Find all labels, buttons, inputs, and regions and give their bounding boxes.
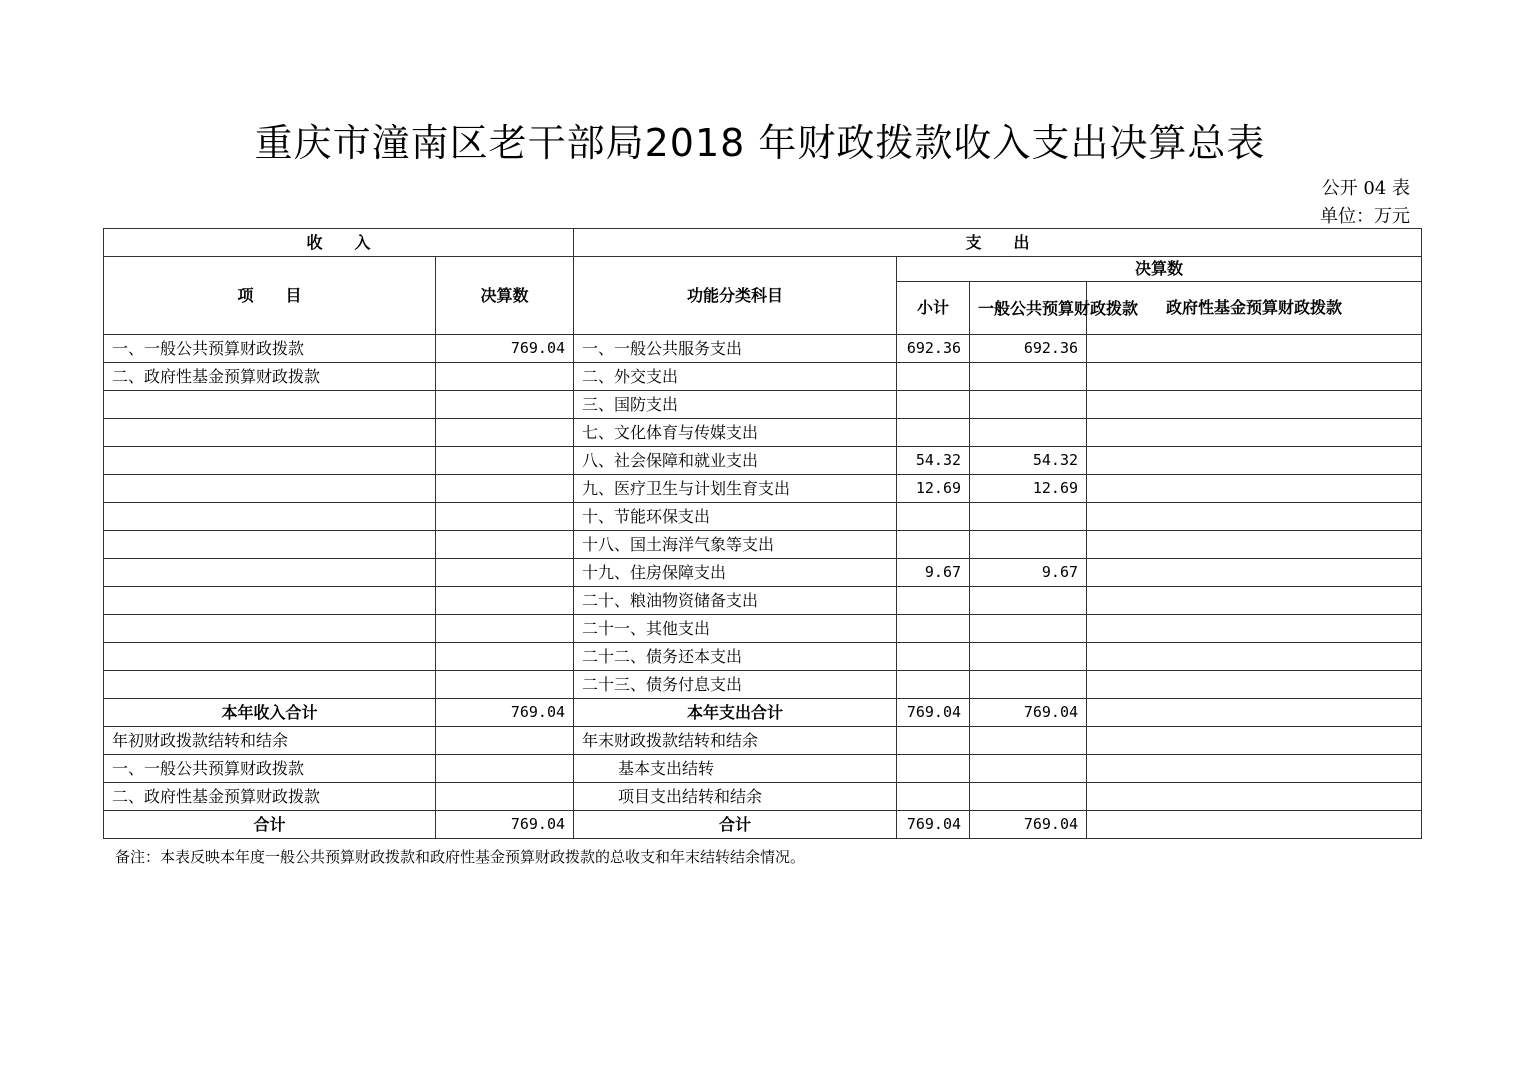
expense-item-cell: 二十二、债务还本支出 [574, 643, 897, 671]
table-row [104, 615, 1422, 643]
expense-item-cell: 一、一般公共服务支出 [574, 335, 897, 363]
income-amount-cell [436, 363, 574, 391]
gov-fund-cell [1087, 503, 1422, 531]
income-item-cell [104, 419, 436, 447]
gov-fund-cell [1087, 391, 1422, 419]
expense-item-cell: 项目支出结转和结余 [574, 783, 897, 811]
subtotal-cell: 54.32 [897, 447, 970, 475]
gov-fund-cell [1087, 783, 1422, 811]
general-budget-cell [970, 783, 1087, 811]
general-budget-cell [970, 587, 1087, 615]
gov-fund-cell [1087, 363, 1422, 391]
gov-fund-cell [1087, 671, 1422, 699]
gov-fund-total [1087, 699, 1422, 727]
general-budget-cell [970, 531, 1087, 559]
income-item-cell [104, 587, 436, 615]
expense-item-cell: 十八、国土海洋气象等支出 [574, 531, 897, 559]
subtotal-cell: 12.69 [897, 475, 970, 503]
table-row [104, 447, 1422, 475]
subtotal-cell: 692.36 [897, 335, 970, 363]
expense-item-cell: 十九、住房保障支出 [574, 559, 897, 587]
general-budget-cell [970, 503, 1087, 531]
footnote: 备注：本表反映本年度一般公共预算财政拨款和政府性基金预算财政拨款的总收支和年末结转结余情况。 [115, 848, 806, 866]
header-row-2 [104, 257, 1422, 282]
income-item-cell [104, 671, 436, 699]
table-row [104, 391, 1422, 419]
subtotal-cell [897, 783, 970, 811]
general-budget-cell [970, 643, 1087, 671]
carry-over-row [104, 727, 1422, 755]
expense-header: 支 出 [574, 229, 1422, 257]
subtotal-total: 769.04 [897, 699, 970, 727]
gov-fund-cell [1087, 727, 1422, 755]
general-budget-cell [970, 615, 1087, 643]
final-amount-header: 决算数 [436, 257, 574, 335]
general-budget-cell: 9.67 [970, 559, 1087, 587]
table-row [104, 419, 1422, 447]
carry-over-row [104, 783, 1422, 811]
income-amount-cell [436, 559, 574, 587]
carry-over-row [104, 755, 1422, 783]
income-total-amount: 769.04 [436, 811, 574, 839]
header-row-1 [104, 229, 1422, 257]
gov-fund-cell [1087, 419, 1422, 447]
year-total-row [104, 699, 1422, 727]
expense-item-cell: 二十一、其他支出 [574, 615, 897, 643]
subtotal-cell: 9.67 [897, 559, 970, 587]
income-item-cell: 一、一般公共预算财政拨款 [104, 335, 436, 363]
income-item-cell [104, 531, 436, 559]
subtotal-cell [897, 755, 970, 783]
income-total-amount: 769.04 [436, 699, 574, 727]
expense-item-cell: 十、节能环保支出 [574, 503, 897, 531]
gov-fund-header: 政府性基金预算财政拨款 [1087, 282, 1422, 335]
general-budget-total: 769.04 [970, 811, 1087, 839]
subtotal-header: 小计 [897, 282, 970, 335]
table-row [104, 671, 1422, 699]
income-item-cell: 年初财政拨款结转和结余 [104, 727, 436, 755]
expense-item-cell: 二、外交支出 [574, 363, 897, 391]
subtotal-cell [897, 391, 970, 419]
general-budget-cell: 12.69 [970, 475, 1087, 503]
general-budget-cell [970, 755, 1087, 783]
income-item-cell [104, 475, 436, 503]
final-amount-group-header: 决算数 [897, 257, 1422, 282]
table-row [104, 335, 1422, 363]
income-amount-cell [436, 643, 574, 671]
income-amount-cell [436, 503, 574, 531]
expense-total-label: 本年支出合计 [574, 699, 897, 727]
general-budget-cell: 54.32 [970, 447, 1087, 475]
gov-fund-cell [1087, 447, 1422, 475]
income-item-cell [104, 615, 436, 643]
table-row [104, 503, 1422, 531]
item-header: 项 目 [104, 257, 436, 335]
gov-fund-cell [1087, 643, 1422, 671]
subtotal-cell [897, 727, 970, 755]
income-amount-cell [436, 783, 574, 811]
expense-item-cell: 九、医疗卫生与计划生育支出 [574, 475, 897, 503]
gov-fund-cell [1087, 559, 1422, 587]
expense-item-cell: 二十、粮油物资储备支出 [574, 587, 897, 615]
general-budget-cell: 692.36 [970, 335, 1087, 363]
subtotal-total: 769.04 [897, 811, 970, 839]
gov-fund-cell [1087, 475, 1422, 503]
gov-fund-cell [1087, 335, 1422, 363]
general-budget-total: 769.04 [970, 699, 1087, 727]
income-total-label: 本年收入合计 [104, 699, 436, 727]
expense-item-cell: 三、国防支出 [574, 391, 897, 419]
subtotal-cell [897, 503, 970, 531]
income-amount-cell [436, 671, 574, 699]
income-amount-cell [436, 727, 574, 755]
gov-fund-cell [1087, 587, 1422, 615]
expense-total-label: 合计 [574, 811, 897, 839]
income-item-cell [104, 447, 436, 475]
general-budget-cell [970, 671, 1087, 699]
income-item-cell [104, 559, 436, 587]
general-budget-cell [970, 391, 1087, 419]
income-amount-cell [436, 587, 574, 615]
income-total-label: 合计 [104, 811, 436, 839]
table-row [104, 587, 1422, 615]
income-amount-cell [436, 419, 574, 447]
general-budget-cell [970, 363, 1087, 391]
general-budget-header: 一般公共预算财政拨款 [970, 282, 1087, 335]
expense-item-cell: 基本支出结转 [574, 755, 897, 783]
income-item-cell: 二、政府性基金预算财政拨款 [104, 363, 436, 391]
page-title: 重庆市潼南区老干部局2018 年财政拨款收入支出决算总表 [254, 121, 1266, 165]
expense-item-cell: 七、文化体育与传媒支出 [574, 419, 897, 447]
subtotal-cell [897, 643, 970, 671]
subtotal-cell [897, 615, 970, 643]
table-row [104, 475, 1422, 503]
gov-fund-total [1087, 811, 1422, 839]
gov-fund-cell [1087, 615, 1422, 643]
income-item-cell: 一、一般公共预算财政拨款 [104, 755, 436, 783]
func-class-header: 功能分类科目 [574, 257, 897, 335]
income-amount-cell [436, 755, 574, 783]
income-amount-cell [436, 531, 574, 559]
income-amount-cell [436, 475, 574, 503]
income-amount-cell [436, 615, 574, 643]
table-row [104, 363, 1422, 391]
general-budget-cell [970, 419, 1087, 447]
table-code: 公开 04 表 [1321, 178, 1410, 199]
table-row [104, 559, 1422, 587]
expense-item-cell: 二十三、债务付息支出 [574, 671, 897, 699]
table-row [104, 643, 1422, 671]
income-item-cell [104, 391, 436, 419]
table-row [104, 531, 1422, 559]
general-budget-cell [970, 727, 1087, 755]
finance-summary-table [103, 228, 1422, 839]
income-item-cell: 二、政府性基金预算财政拨款 [104, 783, 436, 811]
expense-item-cell: 八、社会保障和就业支出 [574, 447, 897, 475]
gov-fund-cell [1087, 531, 1422, 559]
income-item-cell [104, 643, 436, 671]
subtotal-cell [897, 671, 970, 699]
income-amount-cell: 769.04 [436, 335, 574, 363]
grand-total-row [104, 811, 1422, 839]
subtotal-cell [897, 531, 970, 559]
income-header: 收 入 [104, 229, 574, 257]
income-amount-cell [436, 447, 574, 475]
income-amount-cell [436, 391, 574, 419]
subtotal-cell [897, 419, 970, 447]
subtotal-cell [897, 363, 970, 391]
gov-fund-cell [1087, 755, 1422, 783]
income-item-cell [104, 503, 436, 531]
unit-label: 单位：万元 [1320, 206, 1410, 227]
subtotal-cell [897, 587, 970, 615]
expense-item-cell: 年末财政拨款结转和结余 [574, 727, 897, 755]
